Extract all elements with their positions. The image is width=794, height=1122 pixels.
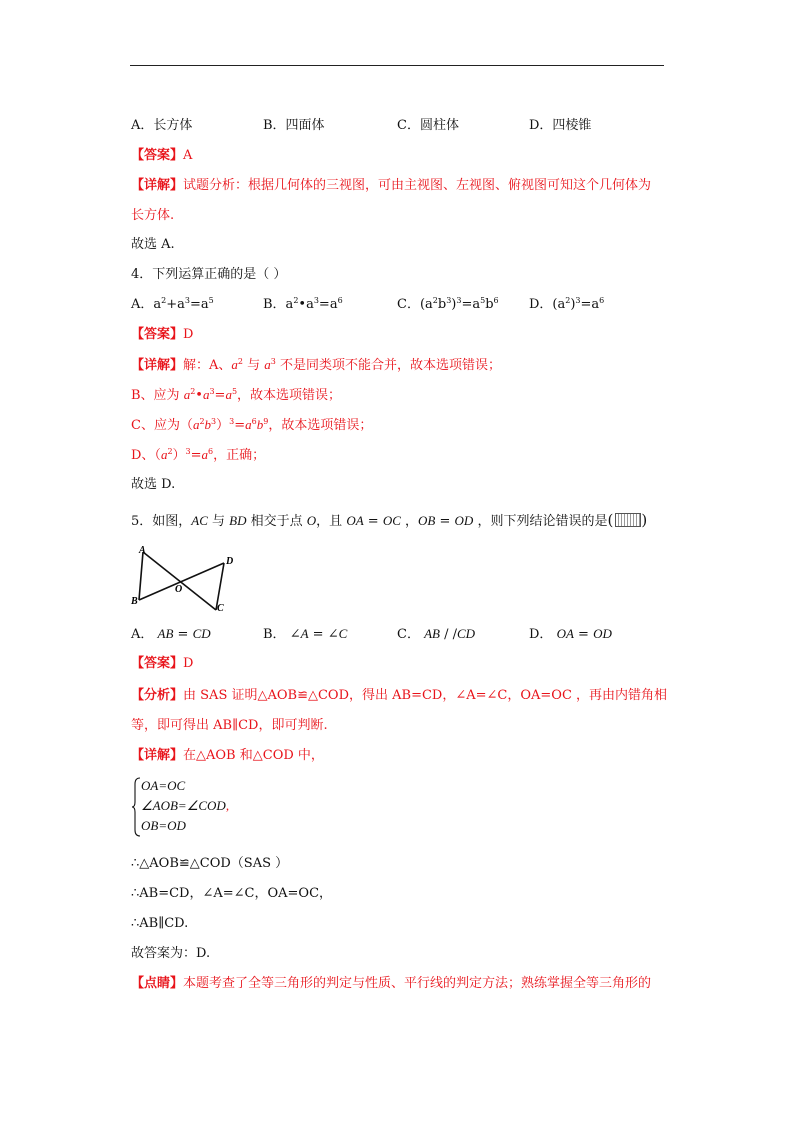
q4-choose: 故选 D.	[131, 477, 176, 492]
q4-detail-c: C、应为$(a^2b^3)^3=a^6b^9$，故本选项错误；	[131, 417, 373, 433]
q4-option-b: B．$a^2•a^3=a^6$	[263, 296, 343, 312]
q3-option-a: A．长方体	[131, 118, 193, 133]
q4-detail-d: D、$(a^2)^3=a^6$，正确；	[131, 447, 266, 463]
q5-step1: ∴△AOB≌△COD（SAS ）	[131, 856, 289, 871]
point-c-label: C	[217, 603, 224, 614]
segment-ab	[139, 552, 143, 600]
point-a-label: A	[139, 545, 146, 556]
q3-choose: 故选 A.	[131, 237, 175, 252]
q5-option-d: D． OA = OD	[529, 626, 612, 642]
q3-detail-line2: 长方体.	[131, 208, 175, 223]
equation-line-1: OA=OC	[141, 778, 186, 793]
q3-option-c: C．圆柱体	[397, 118, 459, 133]
q3-detail: 【详解】试题分析：根据几何体的三视图，可由主视图、左视图、俯视图可知这个几何体为	[131, 178, 652, 193]
q5-step2: ∴AB=CD，∠A=∠C，OA=OC，	[131, 886, 333, 901]
q5-stem: 5．如图，AC 与 BD 相交于点 O，且 OA = OC ，OB = OD ，则下列结论错误的是( )	[131, 511, 648, 529]
q4-option-d: D．$(a^2)^3=a^6$	[529, 296, 605, 312]
left-brace	[131, 776, 141, 838]
q4-answer: 【答案】D	[131, 327, 194, 342]
point-o-label: O	[175, 584, 183, 595]
q4-option-c: C．$(a^2b^3)^3=a^5b^6$	[397, 296, 499, 312]
q5-figure	[129, 544, 239, 614]
q5-detail: 【详解】在△AOB 和△COD 中，	[131, 748, 324, 763]
q5-analysis: 【分析】由 SAS 证明△AOB≌△COD，得出 AB=CD，∠A=∠C，OA=OC ，再由内错角相	[131, 688, 668, 703]
q5-analysis-line2: 等，即可得出 AB∥CD，即可判断.	[131, 718, 328, 733]
point-d-label: D	[226, 556, 234, 567]
header-rule	[130, 65, 664, 66]
equation-system	[131, 776, 251, 838]
segment-ac	[143, 552, 216, 610]
q3-answer: 【答案】A	[131, 148, 193, 163]
q5-step3: ∴AB∥CD.	[131, 916, 189, 931]
q5-option-a: A． AB = CD	[131, 626, 211, 642]
answer-blank-box	[615, 513, 641, 527]
q4-detail-a: 【详解】解：A、$a^2$ 与 $a^3$ 不是同类项不能合并，故本选项错误；	[131, 357, 501, 373]
q5-comment: 【点睛】本题考查了全等三角形的判定与性质、平行线的判定方法；熟练掌握全等三角形的	[131, 976, 652, 991]
q4-stem: 4．下列运算正确的是（ ）	[131, 267, 287, 282]
equation-line-3: OB=OD	[141, 818, 186, 833]
q5-option-c: C． AB / /CD	[397, 626, 476, 642]
q3-option-b: B．四面体	[263, 118, 325, 133]
q5-option-b: B． ∠A = ∠C	[263, 626, 348, 642]
q5-answer: 【答案】D	[131, 656, 194, 671]
q5-final: 故答案为：D.	[131, 946, 211, 961]
equation-line-2: ∠AOB=∠COD,	[141, 798, 230, 813]
q3-option-d: D．四棱锥	[529, 118, 592, 133]
q4-detail-b: B、应为 $a^2•a^3=a^5$，故本选项错误；	[131, 387, 342, 403]
point-b-label: B	[131, 596, 138, 607]
q4-option-a: A．$a^2+a^3=a^5$	[131, 296, 214, 312]
